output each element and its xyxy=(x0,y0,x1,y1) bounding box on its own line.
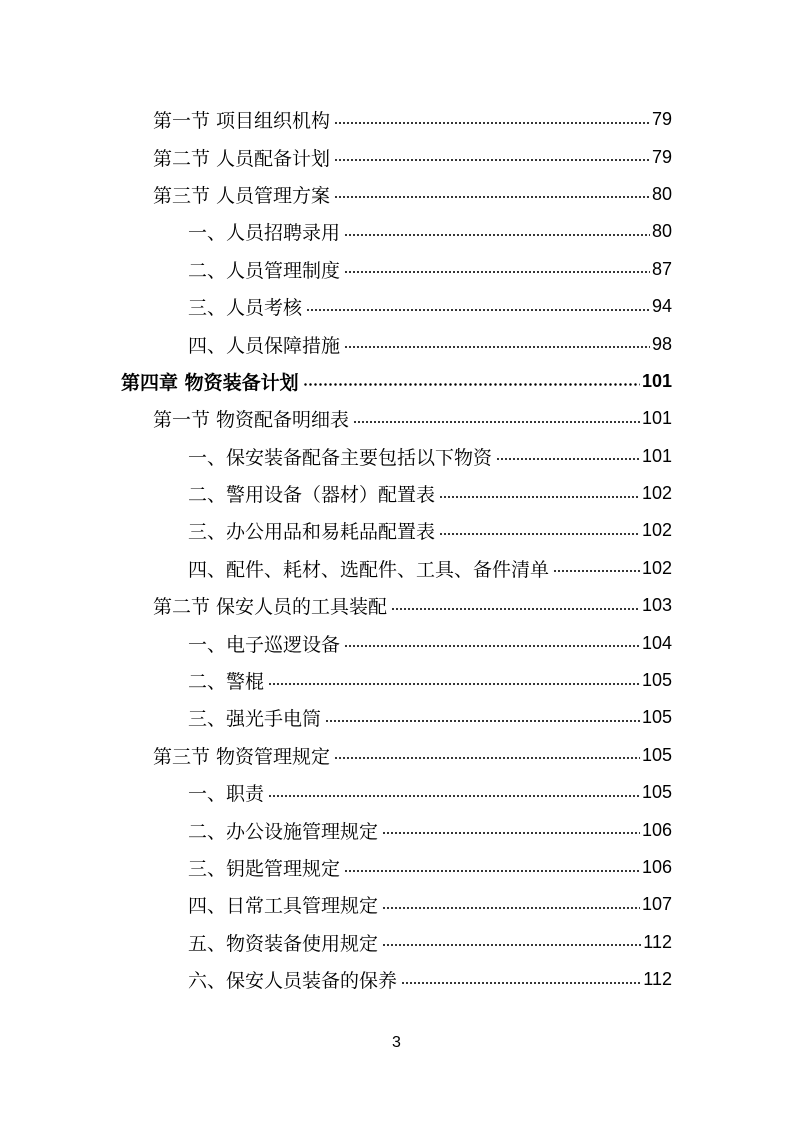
dot-leader xyxy=(382,944,641,946)
dot-leader xyxy=(353,421,640,423)
dot-leader xyxy=(268,683,640,685)
toc-entry-title: 四、日常工具管理规定 xyxy=(188,895,379,918)
dot-leader xyxy=(401,982,641,984)
dot-leader xyxy=(439,496,640,498)
toc-subsection[interactable] xyxy=(0,251,793,288)
toc-subsection[interactable] xyxy=(0,325,793,362)
toc-entry-page: 102 xyxy=(641,520,672,541)
dot-leader xyxy=(325,720,640,722)
toc-subsection[interactable] xyxy=(0,811,793,848)
dot-leader xyxy=(306,309,650,311)
toc-entry-title: 第三节 人员管理方案 xyxy=(153,184,331,207)
toc-entry-title: 四、人员保障措施 xyxy=(188,334,341,357)
toc-entry-page: 87 xyxy=(651,258,672,279)
toc-entry-page: 80 xyxy=(651,221,672,242)
toc-entry-title: 第一节 项目组织机构 xyxy=(153,110,331,133)
toc-entry-page: 103 xyxy=(641,595,672,616)
toc-subsection[interactable] xyxy=(0,550,793,587)
dot-leader xyxy=(344,234,650,236)
toc-section[interactable] xyxy=(0,138,793,175)
toc-entry-page: 101 xyxy=(641,408,672,429)
toc-subsection[interactable] xyxy=(0,924,793,961)
toc-subsection[interactable] xyxy=(0,213,793,250)
toc-entry-page: 79 xyxy=(651,109,672,130)
dot-leader xyxy=(439,533,640,535)
toc-subsection[interactable] xyxy=(0,699,793,736)
dot-leader xyxy=(334,122,650,124)
toc-entry-title: 一、职责 xyxy=(188,783,265,806)
toc-entry-page: 102 xyxy=(641,557,672,578)
toc-entry-title: 第四章 物资装备计划 xyxy=(121,371,299,394)
toc-entry-title: 二、办公设施管理规定 xyxy=(188,820,379,843)
toc-subsection[interactable] xyxy=(0,662,793,699)
dot-leader xyxy=(553,570,640,572)
toc-entry-title: 第三节 物资管理规定 xyxy=(153,745,331,768)
dot-leader xyxy=(334,757,640,759)
toc-entry-page: 80 xyxy=(651,183,672,204)
toc-entry-page: 106 xyxy=(641,857,672,877)
toc-subsection[interactable] xyxy=(0,288,793,325)
toc-entry-title: 二、警棍 xyxy=(188,671,265,694)
toc-entry-title: 五、物资装备使用规定 xyxy=(188,932,379,955)
dot-leader xyxy=(382,907,640,909)
toc-entry-title: 一、人员招聘录用 xyxy=(188,222,341,245)
toc-entry-page: 101 xyxy=(641,445,672,466)
toc-section[interactable] xyxy=(0,101,793,138)
toc-entry-page: 98 xyxy=(651,333,672,354)
dot-leader xyxy=(303,383,640,386)
dot-leader xyxy=(391,608,640,610)
toc-section[interactable] xyxy=(0,176,793,213)
toc-subsection[interactable] xyxy=(0,624,793,661)
toc-subsection[interactable] xyxy=(0,438,793,475)
dot-leader xyxy=(344,645,640,647)
toc-section[interactable] xyxy=(0,587,793,624)
toc-subsection[interactable] xyxy=(0,961,793,998)
table-of-contents xyxy=(0,101,793,998)
toc-entry-page: 102 xyxy=(641,483,672,504)
dot-leader xyxy=(344,346,650,348)
toc-entry-title: 第二节 人员配备计划 xyxy=(153,147,331,170)
toc-entry-page: 94 xyxy=(651,296,672,317)
toc-entry-page: 105 xyxy=(641,707,672,728)
dot-leader xyxy=(334,196,650,198)
dot-leader xyxy=(344,870,640,872)
toc-subsection[interactable] xyxy=(0,849,793,886)
toc-entry-title: 第一节 物资配备明细表 xyxy=(153,409,350,432)
toc-entry-page: 112 xyxy=(643,931,672,952)
toc-subsection[interactable] xyxy=(0,512,793,549)
toc-entry-page: 79 xyxy=(651,146,672,167)
toc-entry-title: 六、保安人员装备的保养 xyxy=(188,970,398,993)
toc-chapter[interactable] xyxy=(0,363,793,400)
dot-leader xyxy=(344,271,650,273)
dot-leader xyxy=(382,832,640,834)
toc-section[interactable] xyxy=(0,737,793,774)
toc-entry-page: 101 xyxy=(641,370,672,391)
toc-entry-page: 104 xyxy=(641,632,672,653)
toc-subsection[interactable] xyxy=(0,886,793,923)
toc-entry-page: 105 xyxy=(641,782,672,803)
dot-leader xyxy=(496,458,640,460)
toc-entry-title: 第二节 保安人员的工具装配 xyxy=(153,596,388,619)
toc-entry-title: 一、保安装备配备主要包括以下物资 xyxy=(188,446,493,469)
toc-entry-title: 三、钥匙管理规定 xyxy=(188,858,341,880)
toc-entry-title: 二、人员管理制度 xyxy=(188,259,341,282)
toc-subsection[interactable] xyxy=(0,774,793,811)
toc-entry-title: 二、警用设备（器材）配置表 xyxy=(188,484,436,507)
toc-entry-title: 四、配件、耗材、选配件、工具、备件清单 xyxy=(188,558,550,581)
toc-entry-page: 105 xyxy=(641,670,672,691)
dot-leader xyxy=(268,795,640,797)
toc-entry-page: 107 xyxy=(641,894,672,915)
dot-leader xyxy=(334,159,650,161)
toc-entry-page: 106 xyxy=(641,819,672,840)
toc-entry-page: 105 xyxy=(641,744,672,765)
toc-section[interactable] xyxy=(0,400,793,437)
toc-entry-title: 三、强光手电筒 xyxy=(188,708,322,731)
toc-entry-page: 112 xyxy=(643,969,672,990)
toc-entry-title: 三、办公用品和易耗品配置表 xyxy=(188,521,436,544)
toc-subsection[interactable] xyxy=(0,475,793,512)
toc-entry-title: 三、人员考核 xyxy=(188,297,303,320)
toc-entry-title: 一、电子巡逻设备 xyxy=(188,633,341,656)
page-number: 3 xyxy=(392,1034,401,1051)
